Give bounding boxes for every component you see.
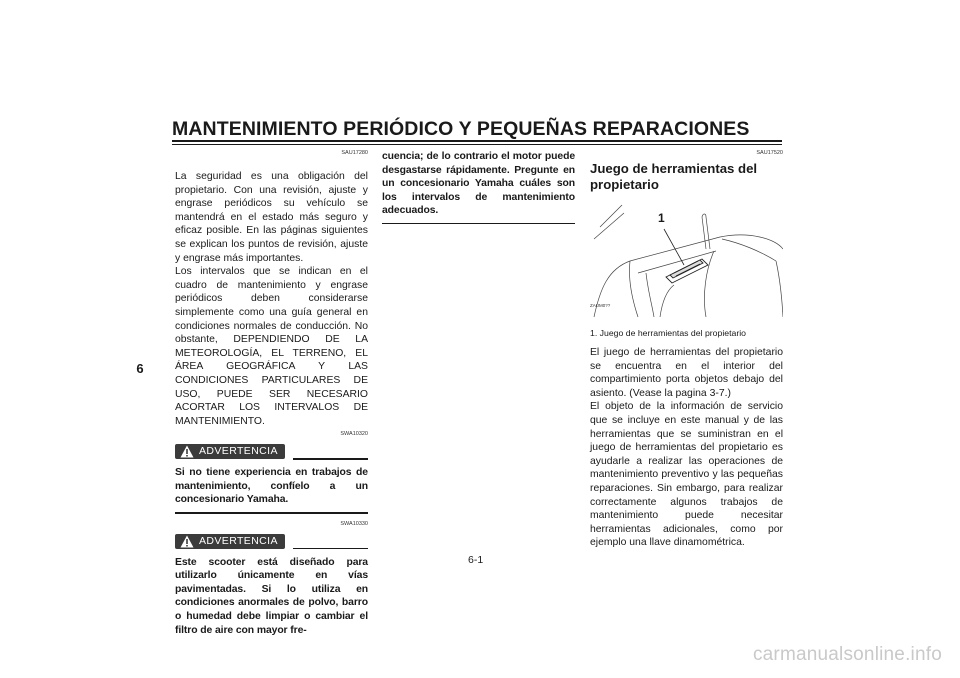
warning-header bbox=[175, 530, 368, 552]
warning-code: SWA10330 bbox=[340, 520, 368, 527]
figure-caption: 1. Juego de herramientas del propietario bbox=[590, 328, 746, 338]
page-number: 6-1 bbox=[468, 554, 484, 566]
warning-triangle-icon bbox=[180, 445, 194, 458]
title-rule-thin bbox=[172, 144, 782, 145]
warning-end-rule bbox=[382, 223, 575, 225]
section-code: SAU17280 bbox=[341, 150, 368, 156]
warning-end-rule bbox=[175, 512, 368, 514]
warning-label: ADVERTENCIA bbox=[199, 445, 278, 458]
warning-header bbox=[175, 440, 368, 462]
figure-code: ZAUM0?? bbox=[590, 303, 611, 309]
section-title: Juego de herramientas del propietario bbox=[590, 161, 758, 192]
intro-paragraph: La seguridad es una obligación del propietario. Con una revisión, ajuste y engrase periódicos su vehículo se mantendrá en el estado más seguro y eficaz posible. En las páginas siguientes se explican los puntos de revisión, ajuste y engrase más importantes. bbox=[175, 171, 368, 264]
column-2 bbox=[382, 150, 575, 224]
warning-label: ADVERTENCIA bbox=[199, 534, 278, 547]
section-code: SAU17520 bbox=[756, 150, 783, 156]
toolkit-figure bbox=[590, 199, 783, 325]
column-3 bbox=[590, 150, 783, 550]
column-1 bbox=[175, 150, 368, 637]
toolkit-illustration bbox=[590, 199, 783, 325]
intervals-paragraph: Los intervalos que se indican en el cuadro de mantenimiento y engrase periódicos deben considerarse simplemente como una guía general en condiciones normales de conducción. No obstante, DEPENDIENDO DE LA METEOROLOGÍA, EL TERRENO, EL ÁREA GEOGRÁFICA Y LAS CONDICIONES PARTICULARES DE USO, PUEDE SER NECESARIO ACORTAR LOS INTERVALOS DE MANTENIMIENTO. bbox=[175, 266, 368, 427]
warning-text: Este scooter está diseñado para utilizarlo únicamente en vías pavimentadas. Si lo utiliza en condiciones anormales de polvo, barro o humedad debe limpiar o cambiar el filtro de aire con mayor fre- bbox=[175, 556, 368, 636]
title-rule bbox=[172, 140, 782, 142]
warning-triangle-icon bbox=[180, 535, 194, 548]
figure-callout: 1 bbox=[658, 211, 665, 225]
site-watermark: carmanualsonline.info bbox=[752, 644, 942, 665]
warning-rule bbox=[293, 548, 368, 550]
warning-text: Si no tiene experiencia en trabajos de mantenimiento, confíelo a un concesionario Yamaha. bbox=[175, 467, 368, 506]
page-title: MANTENIMIENTO PERIÓDICO Y PEQUEÑAS REPARACIONES bbox=[172, 118, 750, 140]
warning-continuation-text: cuencia; de lo contrario el motor puede desgastarse rápidamente. Pregunte en un concesionario Yamaha cuáles son los intervalos de mantenimiento adecuados. bbox=[382, 151, 575, 217]
chapter-tab: 6 bbox=[136, 361, 144, 376]
warning-badge bbox=[175, 534, 285, 549]
warning-rule bbox=[293, 458, 368, 460]
purpose-paragraph: El objeto de la información de servicio que se incluye en este manual y de las herramientas que se suministran en el juego de herramientas del propietario es ayudarle a realizar las operaciones de mantenimiento preventivo y las pequeñas reparaciones. Sin embargo, para realizar correctamente algunos trabajos de mantenimiento puede necesitar herramientas adicionales, como por ejemplo una llave dinamométrica. bbox=[590, 401, 783, 549]
warning-badge bbox=[175, 444, 285, 459]
warning-code: SWA10320 bbox=[340, 431, 368, 438]
location-paragraph: El juego de herramientas del propietario se encuentra en el interior del compartimiento porta objetos debajo del asiento. (Vease la pagina 3-7.) bbox=[590, 347, 783, 399]
